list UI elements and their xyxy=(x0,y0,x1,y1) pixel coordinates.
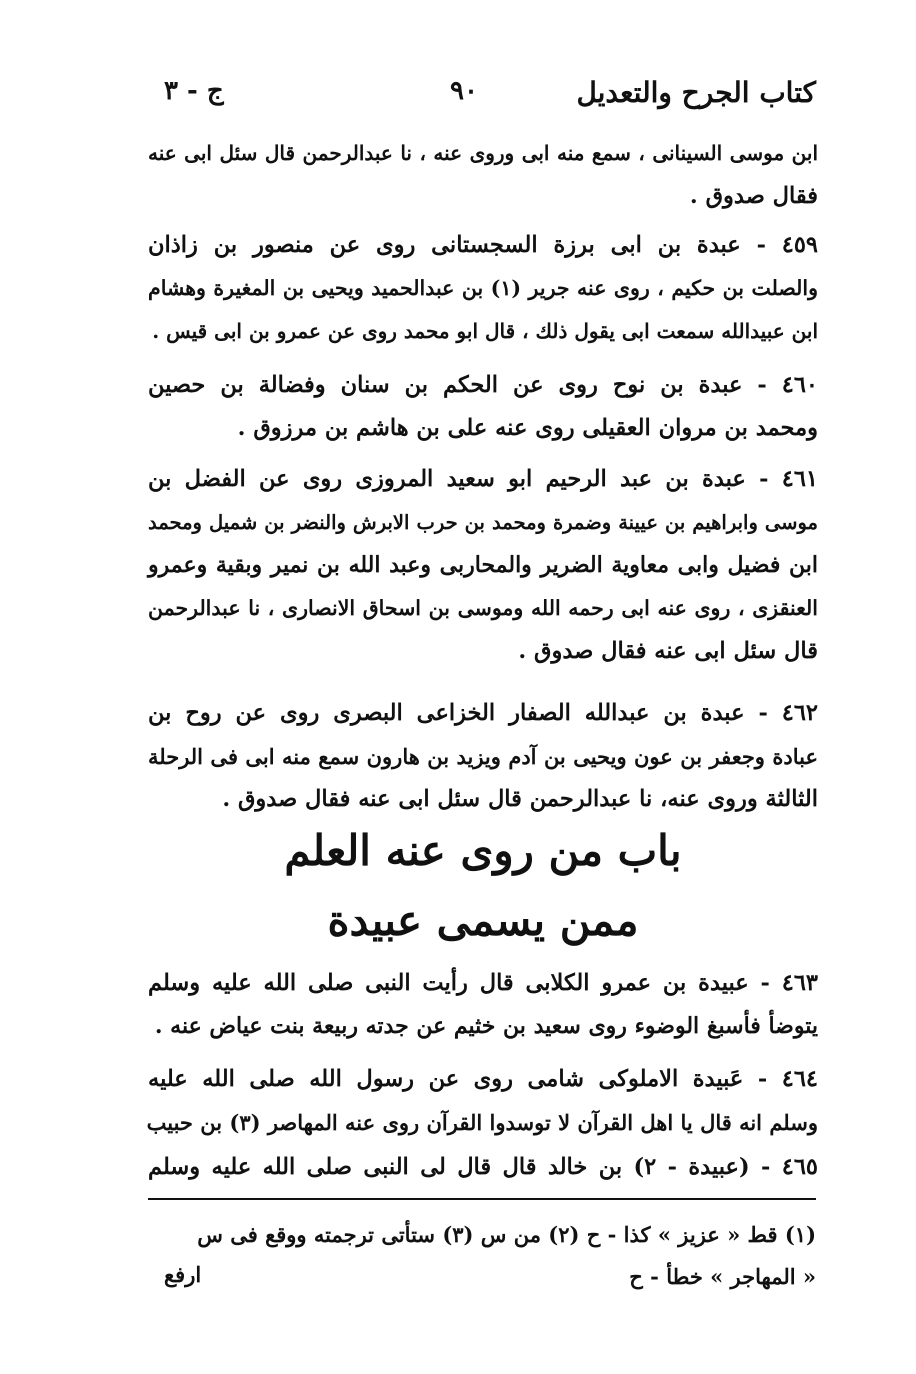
text-line: ٤٦٤ - عَبيدة الاملوكى شامى روى عن رسول الله صلى الله عليه xyxy=(148,1066,818,1092)
text-line: العنقزى ، روى عنه ابى رحمه الله وموسى بن اسحاق الانصارى ، نا عبدالرحمن xyxy=(148,596,818,620)
text-line: ٤٥٩ - عبدة بن ابى برزة السجستانى روى عن منصور بن زاذان xyxy=(148,232,818,258)
text-line: ابن موسى السينانى ، سمع منه ابى وروى عنه ، نا عبدالرحمن قال سئل ابى عنه xyxy=(148,141,818,165)
subchapter-heading: ممن يسمى عبيدة xyxy=(327,896,639,945)
footnote-line: « المهاجر » خطأ - ح xyxy=(629,1264,816,1289)
text-line: ٤٦٥ - (عبيدة - ٢) بن خالد قال قال لى النبى صلى الله عليه وسلم xyxy=(148,1154,818,1180)
text-line: يتوضأ فأسبغ الوضوء روى سعيد بن خثيم عن جدته ربيعة بنت عياض عنه . xyxy=(154,1013,818,1039)
text-line: عبادة وجعفر بن عون ويحيى بن آدم ويزيد بن هارون سمع منه ابى فى الرحلة xyxy=(148,744,818,769)
page-header xyxy=(150,76,816,120)
entry-464 xyxy=(148,1058,818,1144)
text-line: ٤٦٠ - عبدة بن نوح روى عن الحكم بن سنان وفضالة بن حصين xyxy=(148,372,818,398)
text-line: ٤٦١ - عبدة بن عبد الرحيم ابو سعيد المروزى روى عن الفضل بن xyxy=(148,466,818,492)
text-line: فقال صدوق . xyxy=(689,183,818,209)
text-line: والصلت بن حكيم ، روى عنه جرير (١) بن عبدالحميد ويحيى بن المغيرة وهشام xyxy=(148,276,819,300)
text-line: ومحمد بن مروان العقيلى روى عنه على بن هاشم بن مرزوق . xyxy=(237,415,818,441)
entry-461 xyxy=(148,458,818,673)
entry-462 xyxy=(148,692,818,821)
chapter-heading: باب من روى عنه العلم xyxy=(284,826,682,875)
volume-label: ج - ٣ xyxy=(164,76,224,106)
text-line: قال سئل ابى عنه فقال صدوق . xyxy=(518,638,818,664)
catchword: ارفع xyxy=(164,1262,202,1287)
entry-465 xyxy=(148,1146,818,1189)
page-number: ٩٠ xyxy=(450,76,478,106)
entry-463 xyxy=(148,962,818,1048)
text-line: ابن عبيدالله سمعت ابى يقول ذلك ، قال ابو محمد روى عن عمرو بن ابى قيس . xyxy=(152,319,818,343)
entry-460 xyxy=(148,364,818,450)
entry-459 xyxy=(148,224,818,353)
text-line: ٤٦٣ - عبيدة بن عمرو الكلابى قال رأيت النبى صلى الله عليه وسلم xyxy=(148,970,818,996)
text-line: الثالثة وروى عنه، نا عبدالرحمن قال سئل ابى عنه فقال صدوق . xyxy=(222,786,818,812)
footnote-divider xyxy=(148,1198,816,1200)
text-line: ابن فضيل وابى معاوية الضرير والمحاربى وعبد الله بن نمير وبقية وعمرو xyxy=(148,552,818,578)
text-line: ٤٦٢ - عبدة بن عبدالله الصفار الخزاعى البصرى روى عن روح بن xyxy=(148,700,818,726)
footnotes xyxy=(148,1214,816,1298)
footnote-line: (١) قط « عزيز » كذا - ح (٢) من س (٣) ستأتى ترجمته ووقع فى س xyxy=(197,1222,816,1247)
text-line: موسى وابراهيم بن عيينة وضمرة ومحمد بن حرب الابرش والنضر بن شميل ومحمد xyxy=(148,511,818,534)
text-line: وسلم انه قال يا اهل القرآن لا توسدوا القرآن روى عنه المهاصر (٣) بن حبيب xyxy=(146,1110,818,1135)
entry-continuation xyxy=(148,132,818,218)
book-title: كتاب الجرح والتعديل xyxy=(576,76,816,109)
